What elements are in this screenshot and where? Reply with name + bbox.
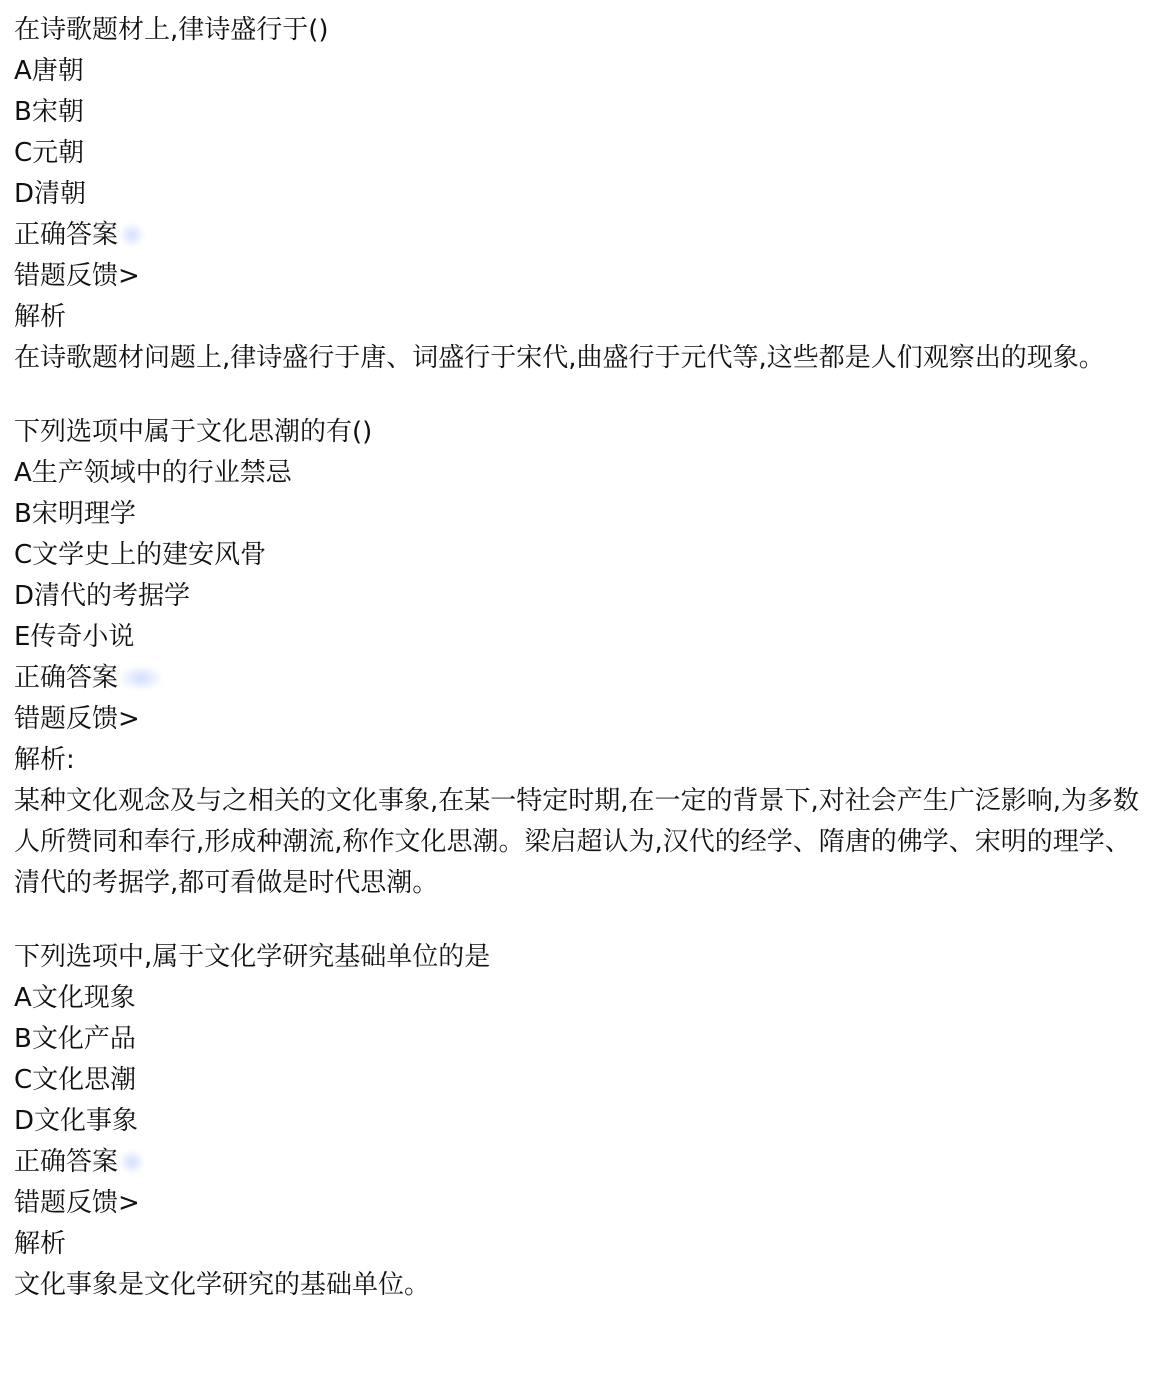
question-stem: 下列选项中,属于文化学研究基础单位的是 (14, 942, 491, 972)
correct-answer-label: 正确答案 (14, 1147, 119, 1177)
correct-answer-label: 正确答案 (14, 220, 119, 250)
correct-answer-label: 正确答案 (14, 663, 119, 693)
error-feedback-link[interactable]: 错题反馈> (14, 704, 140, 734)
option-d: D清朝 (14, 179, 87, 209)
correct-answer-row (14, 1142, 1140, 1183)
analysis-text: 文化事象是文化学研究的基础单位。 (14, 1270, 431, 1300)
error-feedback-link[interactable]: 错题反馈> (14, 1188, 140, 1218)
option-c: C元朝 (14, 138, 85, 168)
question-1 (14, 10, 1140, 379)
analysis-text: 某种文化观念及与之相关的文化事象,在某一特定时期,在一定的背景下,对社会产生广泛影响,为多数人所赞同和奉行,形成种潮流,称作文化思潮。梁启超认为,汉代的经学、隋唐的佛学、宋明的理学、清代的考据学,都可看做是时代思潮。 (14, 786, 1140, 898)
option-b: B宋朝 (14, 97, 84, 127)
blurred-answer (120, 223, 144, 247)
correct-answer-row (14, 658, 1140, 699)
question-3 (14, 937, 1140, 1306)
question-stem: 下列选项中属于文化思潮的有() (14, 417, 373, 447)
option-e: E传奇小说 (14, 622, 135, 652)
error-feedback-link[interactable]: 错题反馈> (14, 261, 140, 291)
analysis-text: 在诗歌题材问题上,律诗盛行于唐、词盛行于宋代,曲盛行于元代等,这些都是人们观察出的现象。 (14, 343, 1105, 373)
option-a: A生产领域中的行业禁忌 (14, 458, 292, 488)
option-d: D清代的考据学 (14, 581, 191, 611)
analysis-label: 解析: (14, 745, 75, 775)
option-a: A文化现象 (14, 983, 136, 1013)
option-c: C文学史上的建安风骨 (14, 540, 267, 570)
option-b: B宋明理学 (14, 499, 136, 529)
option-c: C文化思潮 (14, 1065, 137, 1095)
question-stem: 在诗歌题材上,律诗盛行于() (14, 15, 329, 45)
blurred-answer (120, 666, 162, 690)
blurred-answer (120, 1150, 144, 1174)
analysis-label: 解析 (14, 302, 67, 332)
analysis-label: 解析 (14, 1229, 67, 1259)
option-d: D文化事象 (14, 1106, 139, 1136)
correct-answer-row (14, 215, 1140, 256)
option-a: A唐朝 (14, 56, 84, 86)
question-2 (14, 412, 1140, 904)
option-b: B文化产品 (14, 1024, 136, 1054)
